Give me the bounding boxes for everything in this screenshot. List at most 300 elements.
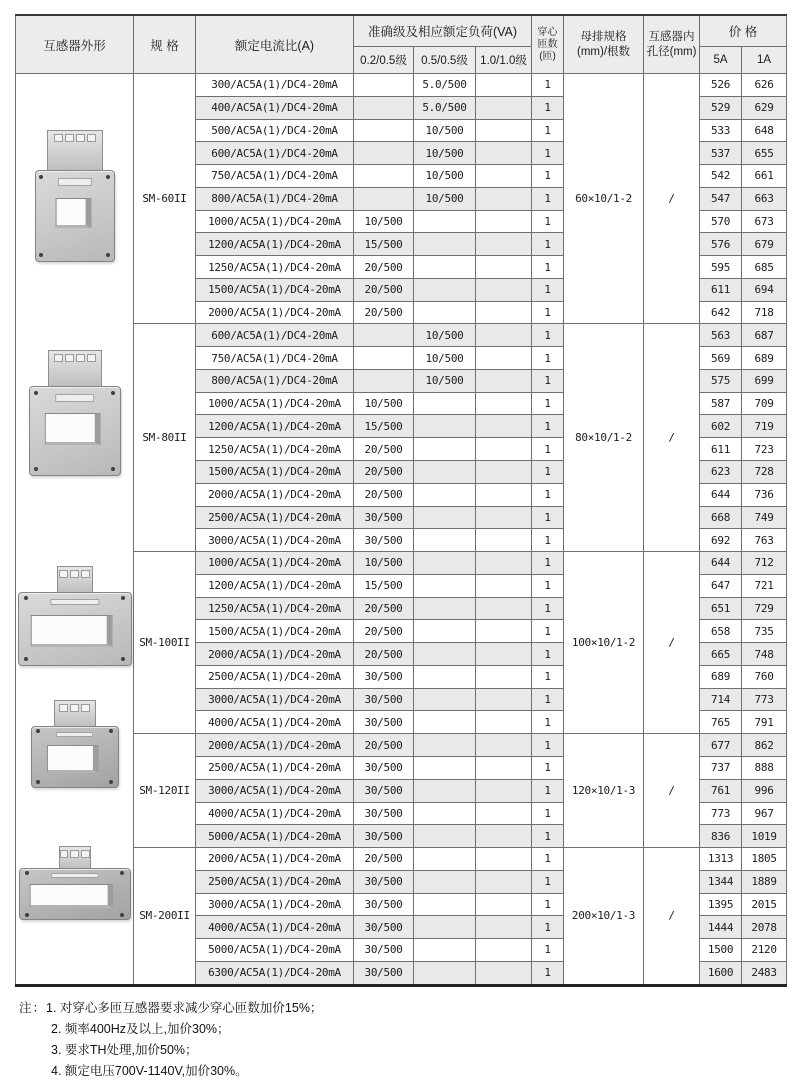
- price-1a-cell: 721: [742, 574, 787, 597]
- price-1a-cell: 685: [742, 256, 787, 279]
- accuracy-02-cell: 20/500: [354, 643, 414, 666]
- price-1a-cell: 728: [742, 461, 787, 484]
- hole-diameter-cell: /: [644, 552, 700, 734]
- price-5a-cell: 689: [700, 665, 742, 688]
- accuracy-10-cell: [476, 711, 532, 734]
- price-1a-cell: 718: [742, 301, 787, 324]
- price-5a-cell: 595: [700, 256, 742, 279]
- price-1a-cell: 709: [742, 392, 787, 415]
- accuracy-10-cell: [476, 870, 532, 893]
- accuracy-05-cell: [414, 210, 476, 233]
- note-item: [19, 1040, 788, 1061]
- ratio-cell: 3000/AC5A(1)/DC4-20mA: [196, 893, 354, 916]
- busbar-spec-cell: 80×10/1-2: [564, 324, 644, 552]
- price-5a-cell: 529: [700, 96, 742, 119]
- price-1a-cell: 673: [742, 210, 787, 233]
- price-5a-cell: 537: [700, 142, 742, 165]
- terminal-block: [54, 700, 96, 726]
- accuracy-05-cell: [414, 939, 476, 962]
- header-turns-line1: 穿心: [537, 26, 558, 38]
- accuracy-02-cell: 20/500: [354, 734, 414, 757]
- note-item: [19, 1019, 788, 1040]
- price-1a-cell: 719: [742, 415, 787, 438]
- accuracy-10-cell: [476, 74, 532, 97]
- ratio-cell: 5000/AC5A(1)/DC4-20mA: [196, 939, 354, 962]
- price-1a-cell: 1805: [742, 848, 787, 871]
- price-5a-cell: 668: [700, 506, 742, 529]
- turns-cell: 1: [532, 916, 564, 939]
- price-5a-cell: 547: [700, 187, 742, 210]
- accuracy-05-cell: [414, 438, 476, 461]
- accuracy-10-cell: [476, 438, 532, 461]
- price-1a-cell: 687: [742, 324, 787, 347]
- turns-cell: 1: [532, 483, 564, 506]
- spec-label: SM-60II: [134, 74, 196, 324]
- accuracy-10-cell: [476, 119, 532, 142]
- accuracy-02-cell: 15/500: [354, 574, 414, 597]
- price-1a-cell: 773: [742, 688, 787, 711]
- price-5a-cell: 642: [700, 301, 742, 324]
- turns-cell: 1: [532, 256, 564, 279]
- price-5a-cell: 773: [700, 802, 742, 825]
- header-busbar-line1: 母排规格: [580, 31, 627, 44]
- price-table: [15, 14, 787, 987]
- header-price: 价 格: [700, 15, 787, 47]
- ratio-cell: 2000/AC5A(1)/DC4-20mA: [196, 643, 354, 666]
- turns-cell: 1: [532, 961, 564, 985]
- price-5a-cell: 761: [700, 779, 742, 802]
- ratio-cell: 3000/AC5A(1)/DC4-20mA: [196, 688, 354, 711]
- price-1a-cell: 729: [742, 597, 787, 620]
- turns-cell: 1: [532, 711, 564, 734]
- price-1a-cell: 1889: [742, 870, 787, 893]
- price-5a-cell: 714: [700, 688, 742, 711]
- accuracy-10-cell: [476, 96, 532, 119]
- accuracy-02-cell: [354, 96, 414, 119]
- product-photo-sm-60ii: [35, 130, 115, 262]
- price-1a-cell: 661: [742, 165, 787, 188]
- ratio-cell: 3000/AC5A(1)/DC4-20mA: [196, 529, 354, 552]
- accuracy-10-cell: [476, 756, 532, 779]
- turns-cell: 1: [532, 96, 564, 119]
- accuracy-02-cell: [354, 74, 414, 97]
- accuracy-10-cell: [476, 142, 532, 165]
- header-ratio: 额定电流比(A): [196, 15, 354, 74]
- accuracy-02-cell: 10/500: [354, 392, 414, 415]
- price-5a-cell: 611: [700, 438, 742, 461]
- accuracy-02-cell: 30/500: [354, 870, 414, 893]
- turns-cell: 1: [532, 665, 564, 688]
- header-hole-line2: 孔径(mm): [646, 45, 697, 58]
- ratio-cell: 400/AC5A(1)/DC4-20mA: [196, 96, 354, 119]
- price-1a-cell: 626: [742, 74, 787, 97]
- turns-cell: 1: [532, 529, 564, 552]
- accuracy-02-cell: 30/500: [354, 916, 414, 939]
- accuracy-05-cell: [414, 506, 476, 529]
- accuracy-02-cell: [354, 369, 414, 392]
- terminal-block: [59, 846, 91, 868]
- accuracy-02-cell: 20/500: [354, 438, 414, 461]
- note-text: 2. 频率400Hz及以上,加价30%；: [51, 1021, 230, 1036]
- accuracy-02-cell: [354, 324, 414, 347]
- price-5a-cell: 1395: [700, 893, 742, 916]
- price-1a-cell: 2483: [742, 961, 787, 985]
- ct-window-hole: [29, 884, 113, 908]
- ratio-cell: 750/AC5A(1)/DC4-20mA: [196, 347, 354, 370]
- accuracy-05-cell: [414, 870, 476, 893]
- accuracy-10-cell: [476, 256, 532, 279]
- note-item: [19, 998, 788, 1019]
- ratio-cell: 2500/AC5A(1)/DC4-20mA: [196, 506, 354, 529]
- appearance-column-cell: [16, 74, 134, 986]
- ratio-cell: 750/AC5A(1)/DC4-20mA: [196, 165, 354, 188]
- price-1a-cell: 712: [742, 552, 787, 575]
- price-1a-cell: 862: [742, 734, 787, 757]
- hole-diameter-cell: /: [644, 324, 700, 552]
- header-turns-line3: (匝): [539, 50, 556, 62]
- price-1a-cell: 791: [742, 711, 787, 734]
- ct-body: [31, 726, 119, 788]
- price-1a-cell: 1019: [742, 825, 787, 848]
- accuracy-05-cell: [414, 574, 476, 597]
- accuracy-02-cell: 20/500: [354, 301, 414, 324]
- turns-cell: 1: [532, 734, 564, 757]
- accuracy-05-cell: 10/500: [414, 119, 476, 142]
- spec-label: SM-80II: [134, 324, 196, 552]
- price-5a-cell: 836: [700, 825, 742, 848]
- accuracy-02-cell: 20/500: [354, 256, 414, 279]
- ratio-cell: 1500/AC5A(1)/DC4-20mA: [196, 461, 354, 484]
- turns-cell: 1: [532, 324, 564, 347]
- accuracy-05-cell: [414, 802, 476, 825]
- nameplate-label: [57, 178, 91, 186]
- busbar-spec-cell: 120×10/1-3: [564, 734, 644, 848]
- accuracy-02-cell: 30/500: [354, 529, 414, 552]
- nameplate-label: [50, 599, 99, 605]
- accuracy-02-cell: 20/500: [354, 278, 414, 301]
- header-busbar: [564, 15, 644, 74]
- price-5a-cell: 587: [700, 392, 742, 415]
- nameplate-label: [55, 394, 95, 402]
- turns-cell: 1: [532, 165, 564, 188]
- price-1a-cell: 723: [742, 438, 787, 461]
- price-5a-cell: 533: [700, 119, 742, 142]
- accuracy-10-cell: [476, 688, 532, 711]
- busbar-spec-cell: 100×10/1-2: [564, 552, 644, 734]
- accuracy-10-cell: [476, 165, 532, 188]
- turns-cell: 1: [532, 574, 564, 597]
- accuracy-02-cell: 30/500: [354, 506, 414, 529]
- accuracy-05-cell: 10/500: [414, 165, 476, 188]
- accuracy-05-cell: [414, 688, 476, 711]
- price-5a-cell: 542: [700, 165, 742, 188]
- spec-label: SM-120II: [134, 734, 196, 848]
- terminal-block: [57, 566, 93, 592]
- ratio-cell: 300/AC5A(1)/DC4-20mA: [196, 74, 354, 97]
- accuracy-05-cell: 10/500: [414, 142, 476, 165]
- accuracy-05-cell: [414, 233, 476, 256]
- accuracy-10-cell: [476, 574, 532, 597]
- accuracy-02-cell: 20/500: [354, 483, 414, 506]
- price-5a-cell: 576: [700, 233, 742, 256]
- ct-window-hole: [55, 198, 91, 228]
- ratio-cell: 1500/AC5A(1)/DC4-20mA: [196, 278, 354, 301]
- ratio-cell: 800/AC5A(1)/DC4-20mA: [196, 187, 354, 210]
- price-5a-cell: 1313: [700, 848, 742, 871]
- price-5a-cell: 1344: [700, 870, 742, 893]
- price-1a-cell: 996: [742, 779, 787, 802]
- ct-window-hole: [44, 413, 100, 445]
- accuracy-10-cell: [476, 278, 532, 301]
- accuracy-02-cell: 20/500: [354, 620, 414, 643]
- accuracy-05-cell: [414, 848, 476, 871]
- accuracy-05-cell: [414, 392, 476, 415]
- ratio-cell: 4000/AC5A(1)/DC4-20mA: [196, 802, 354, 825]
- accuracy-05-cell: 10/500: [414, 347, 476, 370]
- nameplate-label: [50, 873, 98, 878]
- ct-window-hole: [30, 615, 112, 647]
- product-photo-sm-100ii: [18, 566, 132, 666]
- price-1a-cell: 648: [742, 119, 787, 142]
- price-5a-cell: 575: [700, 369, 742, 392]
- accuracy-10-cell: [476, 483, 532, 506]
- table-row: [16, 74, 787, 97]
- price-5a-cell: 1500: [700, 939, 742, 962]
- ratio-cell: 2000/AC5A(1)/DC4-20mA: [196, 301, 354, 324]
- turns-cell: 1: [532, 620, 564, 643]
- ratio-cell: 2500/AC5A(1)/DC4-20mA: [196, 870, 354, 893]
- table-header: [16, 15, 787, 74]
- header-price-5a: 5A: [700, 47, 742, 74]
- accuracy-02-cell: 30/500: [354, 893, 414, 916]
- turns-cell: 1: [532, 597, 564, 620]
- accuracy-02-cell: 30/500: [354, 961, 414, 985]
- ratio-cell: 2000/AC5A(1)/DC4-20mA: [196, 734, 354, 757]
- price-1a-cell: 749: [742, 506, 787, 529]
- header-price-1a: 1A: [742, 47, 787, 74]
- turns-cell: 1: [532, 187, 564, 210]
- turns-cell: 1: [532, 870, 564, 893]
- turns-cell: 1: [532, 461, 564, 484]
- ratio-cell: 2500/AC5A(1)/DC4-20mA: [196, 665, 354, 688]
- accuracy-05-cell: [414, 620, 476, 643]
- terminal-block: [48, 350, 102, 386]
- turns-cell: 1: [532, 74, 564, 97]
- ratio-cell: 600/AC5A(1)/DC4-20mA: [196, 142, 354, 165]
- price-5a-cell: 563: [700, 324, 742, 347]
- price-1a-cell: 679: [742, 233, 787, 256]
- accuracy-10-cell: [476, 916, 532, 939]
- spec-label: SM-200II: [134, 848, 196, 986]
- accuracy-10-cell: [476, 893, 532, 916]
- busbar-spec-cell: 200×10/1-3: [564, 848, 644, 986]
- header-acc-02: 0.2/0.5级: [354, 47, 414, 74]
- accuracy-10-cell: [476, 825, 532, 848]
- accuracy-10-cell: [476, 779, 532, 802]
- price-5a-cell: 602: [700, 415, 742, 438]
- turns-cell: 1: [532, 278, 564, 301]
- header-accuracy: 准确级及相应额定负荷(VA): [354, 15, 532, 47]
- header-busbar-line2: (mm)/根数: [577, 45, 631, 58]
- accuracy-02-cell: 20/500: [354, 597, 414, 620]
- accuracy-10-cell: [476, 369, 532, 392]
- header-hole-line1: 互感器内: [648, 31, 695, 44]
- accuracy-10-cell: [476, 529, 532, 552]
- accuracy-02-cell: 15/500: [354, 233, 414, 256]
- price-5a-cell: 644: [700, 552, 742, 575]
- ratio-cell: 1000/AC5A(1)/DC4-20mA: [196, 210, 354, 233]
- turns-cell: 1: [532, 392, 564, 415]
- header-acc-10: 1.0/1.0级: [476, 47, 532, 74]
- price-5a-cell: 526: [700, 74, 742, 97]
- price-5a-cell: 647: [700, 574, 742, 597]
- hole-diameter-cell: /: [644, 848, 700, 986]
- accuracy-02-cell: 10/500: [354, 210, 414, 233]
- ct-body: [18, 592, 132, 666]
- accuracy-02-cell: [354, 119, 414, 142]
- accuracy-05-cell: [414, 961, 476, 985]
- accuracy-05-cell: [414, 756, 476, 779]
- ratio-cell: 1250/AC5A(1)/DC4-20mA: [196, 438, 354, 461]
- accuracy-02-cell: 30/500: [354, 756, 414, 779]
- product-photo-sm-120ii: [31, 700, 119, 788]
- price-1a-cell: 760: [742, 665, 787, 688]
- accuracy-05-cell: [414, 483, 476, 506]
- accuracy-10-cell: [476, 415, 532, 438]
- accuracy-10-cell: [476, 848, 532, 871]
- accuracy-05-cell: 10/500: [414, 369, 476, 392]
- ratio-cell: 1000/AC5A(1)/DC4-20mA: [196, 552, 354, 575]
- price-5a-cell: 692: [700, 529, 742, 552]
- price-5a-cell: 765: [700, 711, 742, 734]
- accuracy-05-cell: [414, 552, 476, 575]
- price-1a-cell: 736: [742, 483, 787, 506]
- price-1a-cell: 748: [742, 643, 787, 666]
- ratio-cell: 6300/AC5A(1)/DC4-20mA: [196, 961, 354, 985]
- accuracy-10-cell: [476, 324, 532, 347]
- accuracy-02-cell: 20/500: [354, 461, 414, 484]
- turns-cell: 1: [532, 802, 564, 825]
- accuracy-05-cell: [414, 597, 476, 620]
- accuracy-02-cell: 30/500: [354, 802, 414, 825]
- table-body: [16, 74, 787, 986]
- price-1a-cell: 735: [742, 620, 787, 643]
- ratio-cell: 4000/AC5A(1)/DC4-20mA: [196, 916, 354, 939]
- ct-body: [19, 868, 131, 920]
- turns-cell: 1: [532, 369, 564, 392]
- accuracy-05-cell: 10/500: [414, 324, 476, 347]
- ratio-cell: 1200/AC5A(1)/DC4-20mA: [196, 233, 354, 256]
- accuracy-02-cell: 15/500: [354, 415, 414, 438]
- turns-cell: 1: [532, 848, 564, 871]
- ratio-cell: 600/AC5A(1)/DC4-20mA: [196, 324, 354, 347]
- turns-cell: 1: [532, 643, 564, 666]
- accuracy-10-cell: [476, 552, 532, 575]
- ratio-cell: 1200/AC5A(1)/DC4-20mA: [196, 574, 354, 597]
- turns-cell: 1: [532, 552, 564, 575]
- notes-section: [19, 998, 788, 1082]
- accuracy-05-cell: [414, 916, 476, 939]
- accuracy-02-cell: [354, 187, 414, 210]
- turns-cell: 1: [532, 415, 564, 438]
- product-photo-sm-200ii: [19, 846, 131, 920]
- price-5a-cell: 623: [700, 461, 742, 484]
- turns-cell: 1: [532, 825, 564, 848]
- accuracy-10-cell: [476, 233, 532, 256]
- turns-cell: 1: [532, 939, 564, 962]
- note-text: 3. 要求TH处理,加价50%；: [51, 1042, 198, 1057]
- accuracy-10-cell: [476, 734, 532, 757]
- price-1a-cell: 689: [742, 347, 787, 370]
- note-text: 4. 额定电压700V-1140V,加价30%。: [51, 1063, 248, 1078]
- price-1a-cell: 629: [742, 96, 787, 119]
- ratio-cell: 5000/AC5A(1)/DC4-20mA: [196, 825, 354, 848]
- note-item: [19, 1061, 788, 1082]
- price-1a-cell: 699: [742, 369, 787, 392]
- turns-cell: 1: [532, 506, 564, 529]
- accuracy-02-cell: 20/500: [354, 848, 414, 871]
- header-appearance: 互感器外形: [16, 15, 134, 74]
- accuracy-05-cell: [414, 461, 476, 484]
- hole-diameter-cell: /: [644, 74, 700, 324]
- price-1a-cell: 694: [742, 278, 787, 301]
- accuracy-05-cell: [414, 529, 476, 552]
- price-1a-cell: 888: [742, 756, 787, 779]
- price-5a-cell: 677: [700, 734, 742, 757]
- price-5a-cell: 644: [700, 483, 742, 506]
- note-text: 1. 对穿心多匝互感器要求减少穿心匝数加价15%；: [46, 1000, 323, 1015]
- ct-body: [29, 386, 121, 476]
- accuracy-02-cell: 30/500: [354, 688, 414, 711]
- accuracy-10-cell: [476, 301, 532, 324]
- accuracy-10-cell: [476, 187, 532, 210]
- price-5a-cell: 665: [700, 643, 742, 666]
- price-1a-cell: 2120: [742, 939, 787, 962]
- header-spec: 规 格: [134, 15, 196, 74]
- ratio-cell: 1250/AC5A(1)/DC4-20mA: [196, 256, 354, 279]
- accuracy-05-cell: [414, 779, 476, 802]
- turns-cell: 1: [532, 893, 564, 916]
- price-5a-cell: 658: [700, 620, 742, 643]
- ratio-cell: 800/AC5A(1)/DC4-20mA: [196, 369, 354, 392]
- ct-body: [35, 170, 115, 262]
- ratio-cell: 2000/AC5A(1)/DC4-20mA: [196, 848, 354, 871]
- turns-cell: 1: [532, 347, 564, 370]
- header-turns: [532, 15, 564, 74]
- accuracy-10-cell: [476, 643, 532, 666]
- accuracy-05-cell: [414, 415, 476, 438]
- accuracy-10-cell: [476, 392, 532, 415]
- accuracy-10-cell: [476, 961, 532, 985]
- accuracy-05-cell: 5.0/500: [414, 96, 476, 119]
- nameplate-label: [56, 732, 94, 737]
- price-5a-cell: 1600: [700, 961, 742, 985]
- price-5a-cell: 569: [700, 347, 742, 370]
- header-hole: [644, 15, 700, 74]
- turns-cell: 1: [532, 756, 564, 779]
- price-1a-cell: 967: [742, 802, 787, 825]
- header-turns-line2: 匝数: [537, 38, 558, 50]
- accuracy-10-cell: [476, 665, 532, 688]
- price-1a-cell: 663: [742, 187, 787, 210]
- accuracy-10-cell: [476, 939, 532, 962]
- price-1a-cell: 2078: [742, 916, 787, 939]
- ratio-cell: 1000/AC5A(1)/DC4-20mA: [196, 392, 354, 415]
- accuracy-05-cell: [414, 301, 476, 324]
- accuracy-02-cell: 30/500: [354, 939, 414, 962]
- accuracy-10-cell: [476, 620, 532, 643]
- accuracy-10-cell: [476, 506, 532, 529]
